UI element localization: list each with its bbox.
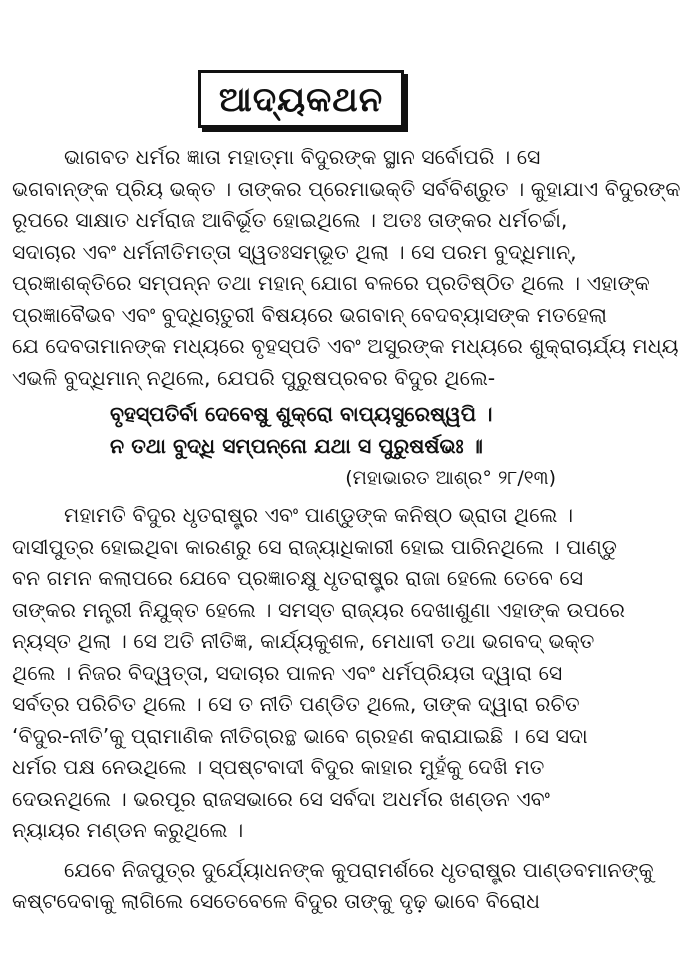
- text-line: ପ୍ରଜ୍ଞାବୈଭବ ଏବଂ ବୁଦ୍ଧିଚାତୁରୀ ବିଷୟରେ ଭଗବାନ୍ ବେଦବ୍ୟାସଙ୍କ ମତହେଲା: [12, 302, 608, 327]
- verse-line-1: ବୃହସ୍ପତିର୍ବା ଦେବେଷୁ ଶୁକ୍ରୋ ବାପ୍ୟସୁରେଷ୍ୱପି ।: [110, 402, 493, 426]
- text-line: ତାଙ୍କର ମନ୍ତ୍ରୀ ନିଯୁକ୍ତ ହେଲେ । ସମସ୍ତ ରାଜ୍ୟର ଦେଖାଶୁଣା ଏହାଙ୍କ ଉପରେ: [12, 597, 625, 622]
- text-line: ପ୍ରଜ୍ଞାଶକ୍ତିରେ ସମ୍ପନ୍ନ ତଥା ମହାନ୍ ଯୋଗ ବଳରେ ପ୍ରତିଷ୍ଠିତ ଥିଲେ । ଏହାଙ୍କ: [12, 271, 650, 295]
- paragraph-1: [12, 142, 680, 394]
- text-line: ଯେ ଦେବତାମାନଙ୍କ ମଧ୍ୟରେ ବୃହସ୍ପତି ଏବଂ ଅସୁରଙ୍କ ମଧ୍ୟରେ ଶୁକ୍ରାଚାର୍ଯ୍ୟ ମଧ୍ୟ: [12, 334, 679, 358]
- text-line: ସର୍ବତ୍ର ପରିଚିତ ଥିଲେ । ସେ ତ ନୀତି ପଣ୍ଡିତ ଥିଲେ, ତାଙ୍କ ଦ୍ୱାରା ରଚିତ: [12, 692, 580, 716]
- text-line: ଭଗବାନ୍ଙ୍କ ପ୍ରିୟ ଭକ୍ତ । ତାଙ୍କର ପ୍ରେମାଭକ୍ତି ସର୍ବବିଶ୍ରୁତ । କୁହାଯାଏ ବିଦୁରଙ୍କ: [12, 176, 680, 201]
- text-line: ଏଭଳି ବୁଦ୍ଧିମାନ୍ ନଥିଲେ, ଯେପରି ପୁରୁଷପ୍ରବର ବିଦୁର ଥିଲେ-: [12, 365, 496, 390]
- text-line: ସଦାଚାର ଏବଂ ଧର୍ମନୀତିମତ୍ତା ସ୍ୱତଃସମ୍ଭୂତ ଥିଲା । ସେ ପରମ ବୁଦ୍ଧିମାନ୍,: [12, 239, 577, 264]
- text-line: ନ୍ୟାୟର ମଣ୍ଡନ କରୁଥିଲେ ।: [12, 818, 244, 842]
- text-line: ଧର୍ମର ପକ୍ଷ ନେଉଥିଲେ । ସ୍ପଷ୍ଟବାଦୀ ବିଦୁର କାହାର ମୁହଁକୁ ଦେଖି ମତ: [12, 755, 545, 779]
- sanskrit-verse: [12, 398, 590, 462]
- text-line: ରୂପରେ ସାକ୍ଷାତ ଧର୍ମରାଜ ଆବିର୍ଭୂତ ହୋଇଥିଲେ । ଅତଃ ତାଙ୍କର ଧର୍ମଚର୍ଚ୍ଚା,: [12, 208, 568, 232]
- verse-citation: (ମହାଭାରତ ଆଶ୍ର° ୨୮/୧୩): [345, 467, 556, 489]
- paragraph-3: [12, 855, 654, 918]
- text-line: ଦାସୀପୁତ୍ର ହୋଇଥିବା କାରଣରୁ ସେ ରାଜ୍ୟାଧିକାରୀ ହୋଇ ପାରିନଥିଲେ । ପାଣ୍ଡୁ: [12, 534, 617, 559]
- text-line: ଯେବେ ନିଜପୁତ୍ର ଦୁର୍ଯ୍ୟୋଧନଙ୍କ କୁପରାମର୍ଶରେ ଧୃତରାଷ୍ଟ୍ର ପାଣ୍ଡବମାନଙ୍କୁ: [64, 857, 654, 882]
- text-line: ମହାମତି ବିଦୁର ଧୃତରାଷ୍ଟ୍ର ଏବଂ ପାଣ୍ଡୁଙ୍କ କନିଷ୍ଠ ଭ୍ରାତା ଥିଲେ ।: [64, 503, 574, 527]
- text-line: ଦେଉନଥିଲେ । ଭରପୂର ରାଜସଭାରେ ସେ ସର୍ବଦା ଅଧର୍ମର ଖଣ୍ଡନ ଏବଂ: [12, 786, 550, 811]
- chapter-title: ଆଦ୍ୟକଥନ: [198, 70, 404, 128]
- verse-line-2: ନ ତଥା ବୁଦ୍ଧି ସମ୍ପନ୍ନୋ ଯଥା ସ ପୁରୁଷର୍ଷଭଃ ॥: [110, 434, 483, 458]
- text-line: ବନ ଗମନ କଲାପରେ ଯେବେ ପ୍ରଜ୍ଞାଚକ୍ଷୁ ଧୃତରାଷ୍ଟ୍ର ରାଜା ହେଲେ ତେବେ ସେ: [12, 566, 584, 590]
- text-line: କଷ୍ଟଦେବାକୁ ଲାଗିଲେ ସେତେବେଳେ ବିଦୁର ତାଙ୍କୁ ଦୃଢ଼ ଭାବେ ବିରୋଧ: [12, 889, 540, 913]
- paragraph-2: [12, 500, 625, 847]
- text-line: ନ୍ୟସ୍ତ ଥିଲା । ସେ ଅତି ନୀତିଜ୍ଞ, କାର୍ଯ୍ୟକୁଶଳ, ମେଧାବୀ ତଥା ଭଗବଦ୍ ଭକ୍ତ: [12, 629, 595, 653]
- text-line: ଭାଗବତ ଧର୍ମର ଜ୍ଞାତା ମହାତ୍ମା ବିଦୁରଙ୍କ ସ୍ଥାନ ସର୍ବୋପରି । ସେ: [64, 145, 541, 169]
- paragraph-gap: [12, 847, 590, 855]
- text-line: ଥିଲେ । ନିଜର ବିଦ୍ୱତ୍ତା, ସଦାଚାର ପାଳନ ଏବଂ ଧର୍ମପ୍ରିୟତା ଦ୍ୱାରା ସେ: [12, 660, 563, 685]
- title-wrap: [12, 70, 590, 128]
- text-line: ‘ବିଦୁର-ନୀତି’କୁ ପ୍ରାମାଣିକ ନୀତିଗ୍ରନ୍ଥ ଭାବେ ଗ୍ରହଣ କରାଯାଇଛି । ସେ ସଦା: [12, 723, 588, 748]
